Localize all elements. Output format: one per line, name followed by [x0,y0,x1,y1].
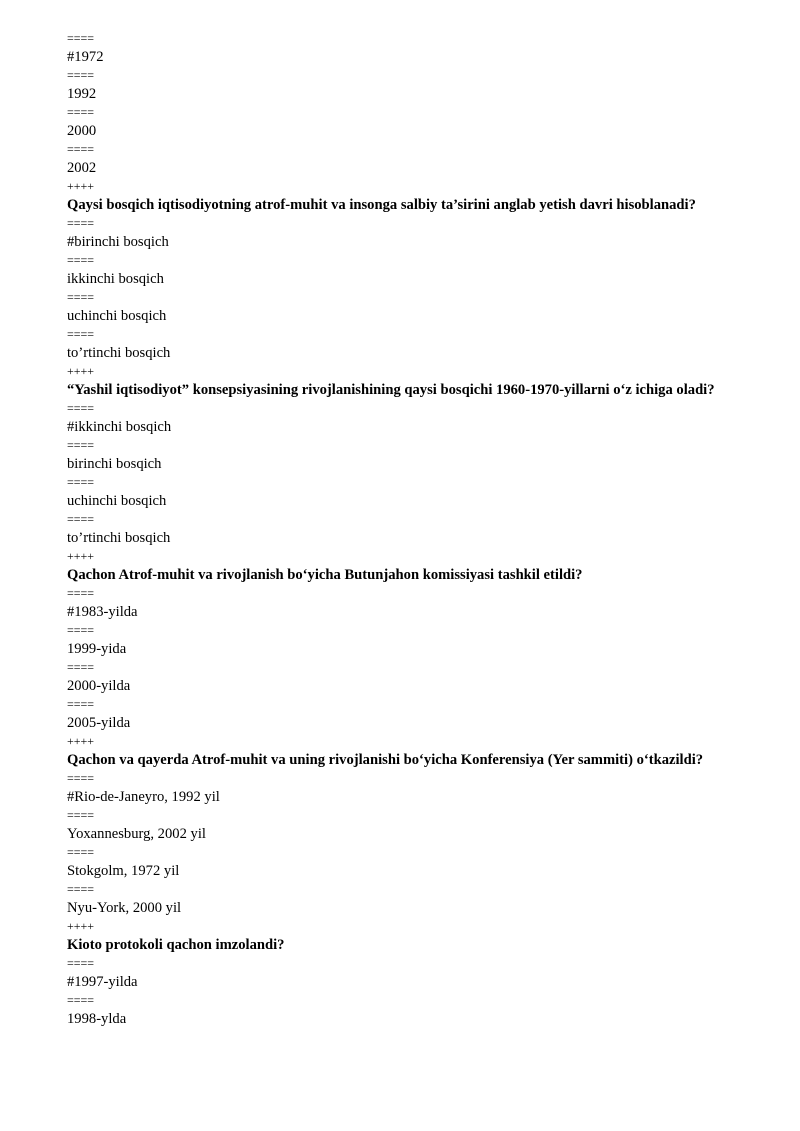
separator: ==== [67,216,95,230]
answer-option: 1992 [67,85,97,102]
separator: ==== [67,771,95,785]
answer-option: 2002 [67,159,97,176]
separator: ==== [67,512,95,526]
answer-option: uchinchi bosqich [67,492,167,509]
answer-option: #birinchi bosqich [67,233,169,250]
separator: ++++ [67,364,95,378]
answer-option: 2000-yilda [67,677,131,694]
answer-option: Stokgolm, 1972 yil [67,862,180,879]
separator: ==== [67,845,95,859]
separator: ==== [67,327,95,341]
separator: ==== [67,993,95,1007]
separator: ==== [67,401,95,415]
answer-option: birinchi bosqich [67,455,162,472]
separator: ==== [67,586,95,600]
answer-option: #1997-yilda [67,973,138,990]
question-text: Kioto protokoli qachon imzolandi? [67,936,285,953]
question-text: Qachon Atrof-muhit va rivojlanish bo‘yicha Butunjahon komissiyasi tashkil etildi? [67,566,583,583]
answer-option: uchinchi bosqich [67,307,167,324]
separator: ==== [67,475,95,489]
answer-option: #ikkinchi bosqich [67,418,172,435]
separator: ==== [67,31,95,45]
separator: ==== [67,438,95,452]
separator: ==== [67,105,95,119]
answer-option: 1999-yida [67,640,127,657]
separator: ==== [67,142,95,156]
separator: ++++ [67,734,95,748]
answer-option: #1972 [67,48,104,65]
answer-option: Yoxannesburg, 2002 yil [67,825,206,842]
question-text: Qaysi bosqich iqtisodiyotning atrof-muhit va insonga salbiy ta’sirini anglab yetish davri hisoblanadi? [67,196,696,213]
answer-option: #Rio-de-Janeyro, 1992 yil [67,788,220,805]
separator: ==== [67,68,95,82]
separator: ==== [67,697,95,711]
separator: ++++ [67,919,95,933]
separator: ++++ [67,179,95,193]
question-text: “Yashil iqtisodiyot” konsepsiyasining rivojlanishining qaysi bosqichi 1960-1970-yillarni o‘z ichiga oladi? [67,381,715,398]
document-body [67,29,743,1028]
question-text: Qachon va qayerda Atrof-muhit va uning rivojlanishi bo‘yicha Konferensiya (Yer sammiti) o‘tkazildi? [67,751,704,768]
separator: ==== [67,623,95,637]
answer-option: ikkinchi bosqich [67,270,164,287]
answer-option: 2000 [67,122,97,139]
separator: ++++ [67,549,95,563]
answer-option: #1983-yilda [67,603,138,620]
answer-option: 2005-yilda [67,714,131,731]
separator: ==== [67,253,95,267]
separator: ==== [67,660,95,674]
separator: ==== [67,290,95,304]
answer-option: 1998-ylda [67,1010,127,1027]
answer-option: Nyu-York, 2000 yil [67,899,182,916]
answer-option: to’rtinchi bosqich [67,344,171,361]
separator: ==== [67,956,95,970]
answer-option: to’rtinchi bosqich [67,529,171,546]
separator: ==== [67,882,95,896]
separator: ==== [67,808,95,822]
